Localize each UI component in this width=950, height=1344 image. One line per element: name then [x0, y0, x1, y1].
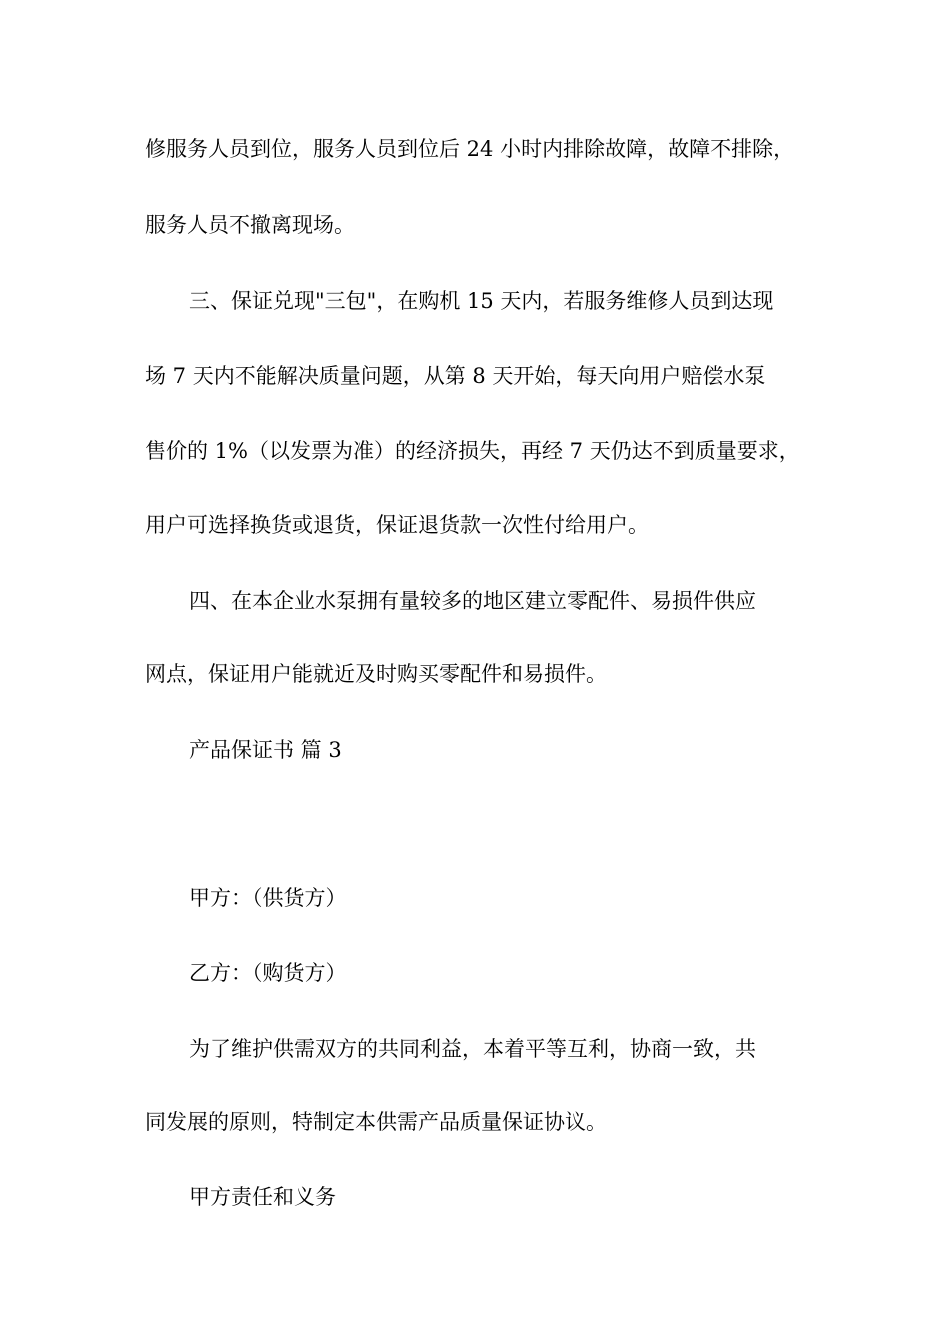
- paragraph-line: 四、在本企业水泵拥有量较多的地区建立零配件、易损件供应: [189, 589, 756, 613]
- section-heading: 产品保证书 篇 3: [189, 738, 342, 762]
- paragraph-line: 场 7 天内不能解决质量问题，从第 8 天开始，每天向用户赔偿水泵: [145, 364, 766, 388]
- section-heading: 甲方责任和义务: [189, 1185, 336, 1209]
- paragraph-line: 售价的 1%（以发票为准）的经济损失，再经 7 天仍达不到质量要求，: [145, 439, 800, 463]
- party-b-line: 乙方：（购货方）: [189, 961, 347, 985]
- paragraph-line: 三、保证兑现"三包"，在购机 15 天内，若服务维修人员到达现: [189, 289, 774, 313]
- paragraph-line: 同发展的原则，特制定本供需产品质量保证协议。: [145, 1110, 607, 1134]
- paragraph-line: 服务人员不撤离现场。: [145, 213, 355, 237]
- party-a-line: 甲方：（供货方）: [189, 886, 347, 910]
- paragraph-line: 用户可选择换货或退货，保证退货款一次性付给用户。: [145, 513, 649, 537]
- paragraph-line: 修服务人员到位，服务人员到位后 24 小时内排除故障，故障不排除，: [145, 137, 795, 161]
- paragraph-line: 为了维护供需双方的共同利益，本着平等互利，协商一致，共: [189, 1037, 756, 1061]
- paragraph-line: 网点，保证用户能就近及时购买零配件和易损件。: [145, 662, 607, 686]
